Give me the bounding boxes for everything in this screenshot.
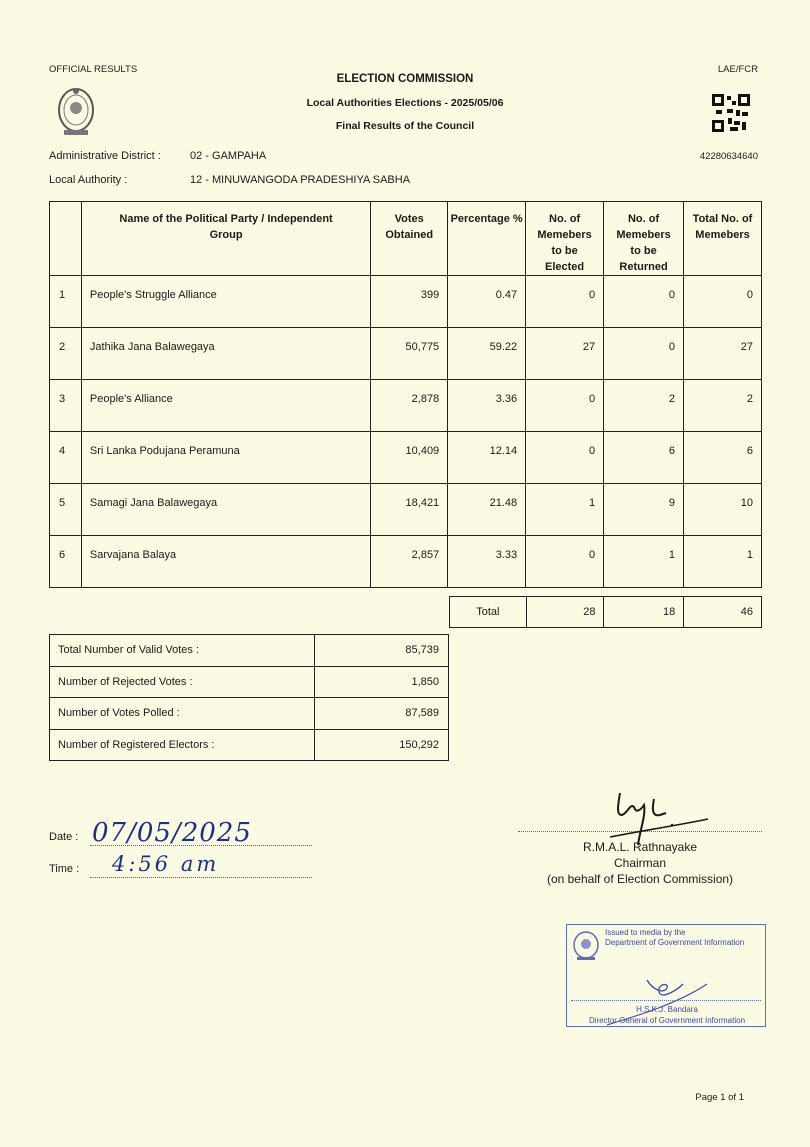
sri-lanka-emblem-icon bbox=[571, 930, 601, 962]
summary-label: Number of Registered Electors : bbox=[50, 729, 315, 761]
chairman-role: Chairman bbox=[613, 856, 667, 870]
time-dotted-line bbox=[90, 877, 312, 878]
stamp-line-1: Issued to media by the bbox=[605, 928, 686, 937]
authority-label: Local Authority : bbox=[49, 174, 128, 186]
party-name: Sri Lanka Podujana Peramuna bbox=[81, 432, 370, 484]
col-header-percentage: Percentage % bbox=[448, 202, 526, 276]
members-total: 10 bbox=[684, 484, 762, 536]
vote-percentage: 59.22 bbox=[448, 328, 526, 380]
members-elected: 0 bbox=[526, 276, 604, 328]
party-name: Sarvajana Balaya bbox=[81, 536, 370, 588]
summary-value: 87,589 bbox=[315, 698, 449, 730]
members-total: 6 bbox=[684, 432, 762, 484]
stamp-dotted-line bbox=[571, 1000, 761, 1001]
party-name: People's Alliance bbox=[81, 380, 370, 432]
stamp-signatory-name: H.S.K.J. Bandara bbox=[636, 1005, 698, 1014]
members-elected: 27 bbox=[526, 328, 604, 380]
votes-obtained: 399 bbox=[371, 276, 448, 328]
vote-percentage: 21.48 bbox=[448, 484, 526, 536]
row-index: 2 bbox=[50, 328, 82, 380]
authority-value: 12 - MINUWANGODA PRADESHIYA SABHA bbox=[190, 174, 411, 186]
table-row bbox=[50, 380, 762, 432]
page-number: Page 1 of 1 bbox=[695, 1092, 744, 1103]
votes-obtained: 10,409 bbox=[371, 432, 448, 484]
votes-obtained: 18,421 bbox=[371, 484, 448, 536]
document-title: ELECTION COMMISSION bbox=[336, 73, 474, 85]
sri-lanka-emblem-icon bbox=[56, 86, 96, 138]
row-index: 1 bbox=[50, 276, 82, 328]
row-index: 5 bbox=[50, 484, 82, 536]
chairman-name: R.M.A.L. Rathnayake bbox=[582, 840, 698, 854]
total-members: 46 bbox=[684, 597, 762, 628]
votes-obtained: 2,857 bbox=[371, 536, 448, 588]
party-name: Samagi Jana Balawegaya bbox=[81, 484, 370, 536]
members-returned: 2 bbox=[604, 380, 684, 432]
date-label: Date : bbox=[49, 831, 79, 843]
party-name: People's Struggle Alliance bbox=[81, 276, 370, 328]
col-header-index bbox=[50, 202, 82, 276]
table-row bbox=[50, 328, 762, 380]
results-subtitle: Final Results of the Council bbox=[335, 120, 475, 132]
stamp-signatory-role: Director General of Government Information bbox=[588, 1016, 746, 1025]
members-total: 2 bbox=[684, 380, 762, 432]
totals-table bbox=[449, 596, 762, 628]
table-row bbox=[50, 276, 762, 328]
chairman-behalf: (on behalf of Election Commission) bbox=[546, 872, 734, 886]
col-header-returned: No. of Memebers to be Returned bbox=[604, 202, 684, 276]
members-elected: 0 bbox=[526, 536, 604, 588]
summary-value: 1,850 bbox=[315, 666, 449, 698]
summary-label: Number of Rejected Votes : bbox=[50, 666, 315, 698]
summary-row bbox=[50, 698, 449, 730]
handwritten-date: 07/05/2025 bbox=[92, 818, 252, 848]
row-index: 6 bbox=[50, 536, 82, 588]
table-row bbox=[50, 536, 762, 588]
row-index: 4 bbox=[50, 432, 82, 484]
members-total: 27 bbox=[684, 328, 762, 380]
col-header-party: Name of the Political Party / Independent Group bbox=[81, 202, 370, 276]
stamp-line-2: Department of Government Information bbox=[605, 938, 745, 947]
summary-value: 150,292 bbox=[315, 729, 449, 761]
summary-row bbox=[50, 666, 449, 698]
members-elected: 0 bbox=[526, 380, 604, 432]
reference-code: LAE/FCR bbox=[717, 64, 758, 75]
vote-percentage: 3.33 bbox=[448, 536, 526, 588]
votes-obtained: 2,878 bbox=[371, 380, 448, 432]
votes-summary-table bbox=[49, 634, 449, 761]
members-returned: 6 bbox=[604, 432, 684, 484]
district-value: 02 - GAMPAHA bbox=[190, 150, 267, 162]
members-returned: 1 bbox=[604, 536, 684, 588]
members-returned: 0 bbox=[604, 328, 684, 380]
row-index: 3 bbox=[50, 380, 82, 432]
totals-row bbox=[450, 597, 762, 628]
total-elected: 28 bbox=[526, 597, 604, 628]
summary-label: Number of Votes Polled : bbox=[50, 698, 315, 730]
vote-percentage: 12.14 bbox=[448, 432, 526, 484]
district-label: Administrative District : bbox=[49, 150, 161, 162]
table-row bbox=[50, 432, 762, 484]
time-label: Time : bbox=[49, 863, 80, 875]
members-total: 1 bbox=[684, 536, 762, 588]
summary-label: Total Number of Valid Votes : bbox=[50, 635, 315, 667]
members-elected: 1 bbox=[526, 484, 604, 536]
qr-code-icon bbox=[712, 94, 750, 132]
total-label: Total bbox=[450, 597, 527, 628]
official-results-label: OFFICIAL RESULTS bbox=[49, 64, 138, 75]
handwritten-time: 4:56 am bbox=[112, 852, 220, 876]
table-row bbox=[50, 484, 762, 536]
summary-row bbox=[50, 729, 449, 761]
party-name: Jathika Jana Balawegaya bbox=[81, 328, 370, 380]
document-number: 42280634640 bbox=[699, 151, 758, 162]
summary-row bbox=[50, 635, 449, 667]
members-elected: 0 bbox=[526, 432, 604, 484]
members-returned: 0 bbox=[604, 276, 684, 328]
results-table bbox=[49, 201, 762, 588]
summary-value: 85,739 bbox=[315, 635, 449, 667]
media-release-stamp bbox=[566, 924, 766, 1027]
members-returned: 9 bbox=[604, 484, 684, 536]
vote-percentage: 3.36 bbox=[448, 380, 526, 432]
votes-obtained: 50,775 bbox=[371, 328, 448, 380]
members-total: 0 bbox=[684, 276, 762, 328]
vote-percentage: 0.47 bbox=[448, 276, 526, 328]
total-returned: 18 bbox=[604, 597, 684, 628]
col-header-total-members: Total No. of Memebers bbox=[684, 202, 762, 276]
results-header-row bbox=[50, 202, 762, 276]
col-header-elected: No. of Memebers to be Elected bbox=[526, 202, 604, 276]
col-header-votes: Votes Obtained bbox=[371, 202, 448, 276]
election-subtitle: Local Authorities Elections - 2025/05/06 bbox=[306, 97, 504, 109]
